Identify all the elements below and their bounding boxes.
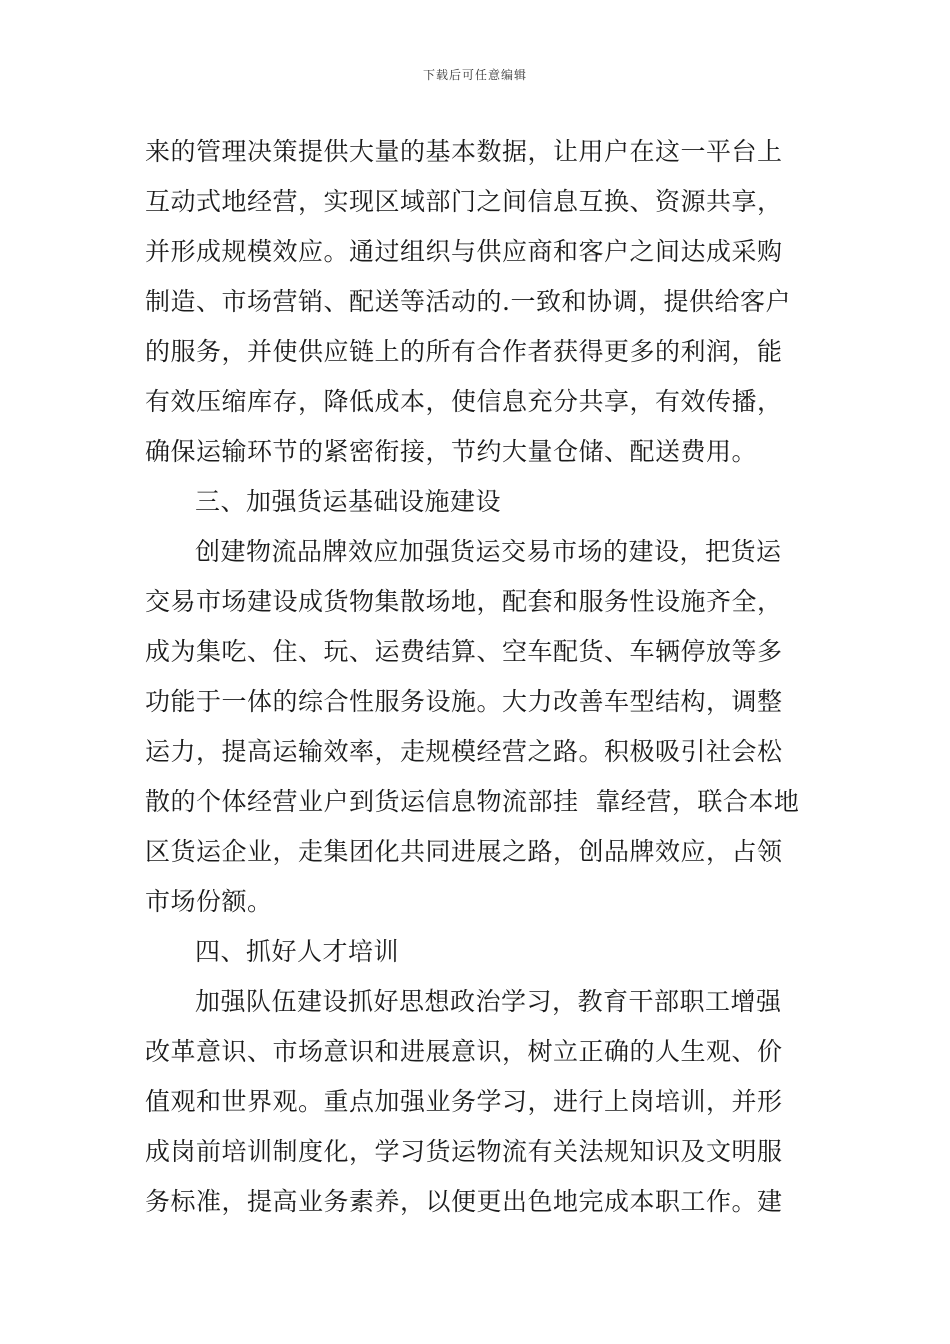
text-line: 运力，提高运输效率，走规模经营之路。积极吸引社会松 bbox=[145, 737, 783, 766]
text-line: 成为集吃、住、玩、运费结算、空车配货、车辆停放等多 bbox=[145, 637, 783, 666]
text-line: 制造、市场营销、配送等活动的.一致和协调，提供给客户 bbox=[145, 287, 791, 316]
section-heading: 三、加强货运基础设施建设 bbox=[195, 487, 502, 516]
text-line: 来的管理决策提供大量的基本数据，让用户在这一平台上 bbox=[145, 137, 783, 166]
text-line: 务标准，提高业务素养，以便更出色地完成本职工作。建 bbox=[145, 1187, 783, 1216]
text-line: 加强队伍建设抓好思想政治学习，教育干部职工增强 bbox=[195, 987, 782, 1016]
text-line: 交易市场建设成货物集散场地，配套和服务性设施齐全， bbox=[145, 587, 783, 616]
text-line: 市场份额。 bbox=[145, 887, 273, 916]
text-line: 创建物流品牌效应加强货运交易市场的建设，把货运 bbox=[195, 537, 782, 566]
section-heading: 四、抓好人才培训 bbox=[195, 937, 400, 966]
text-line: 功能于一体的综合性服务设施。大力改善车型结构，调整 bbox=[145, 687, 783, 716]
document-body bbox=[145, 130, 807, 1230]
text-line: 确保运输环节的紧密衔接，节约大量仓储、配送费用。 bbox=[145, 437, 758, 466]
page-header: 下载后可任意编辑 bbox=[422, 68, 527, 82]
text-line: 值观和世界观。重点加强业务学习，进行上岗培训，并形 bbox=[145, 1087, 783, 1116]
text-line: 散的个体经营业户到货运信息物流部挂 靠经营，联合本地 bbox=[145, 787, 800, 816]
text-line: 并形成规模效应。通过组织与供应商和客户之间达成采购 bbox=[145, 237, 783, 266]
text-line: 区货运企业，走集团化共同进展之路，创品牌效应，占领 bbox=[145, 837, 783, 866]
text-line: 改革意识、市场意识和进展意识，树立正确的人生观、价 bbox=[145, 1037, 783, 1066]
text-line: 互动式地经营，实现区域部门之间信息互换、资源共享， bbox=[145, 187, 783, 216]
text-line: 成岗前培训制度化，学习货运物流有关法规知识及文明服 bbox=[145, 1137, 783, 1166]
text-line: 有效压缩库存，降低成本，使信息充分共享，有效传播， bbox=[145, 387, 783, 416]
text-line: 的服务，并使供应链上的所有合作者获得更多的利润，能 bbox=[145, 337, 783, 366]
